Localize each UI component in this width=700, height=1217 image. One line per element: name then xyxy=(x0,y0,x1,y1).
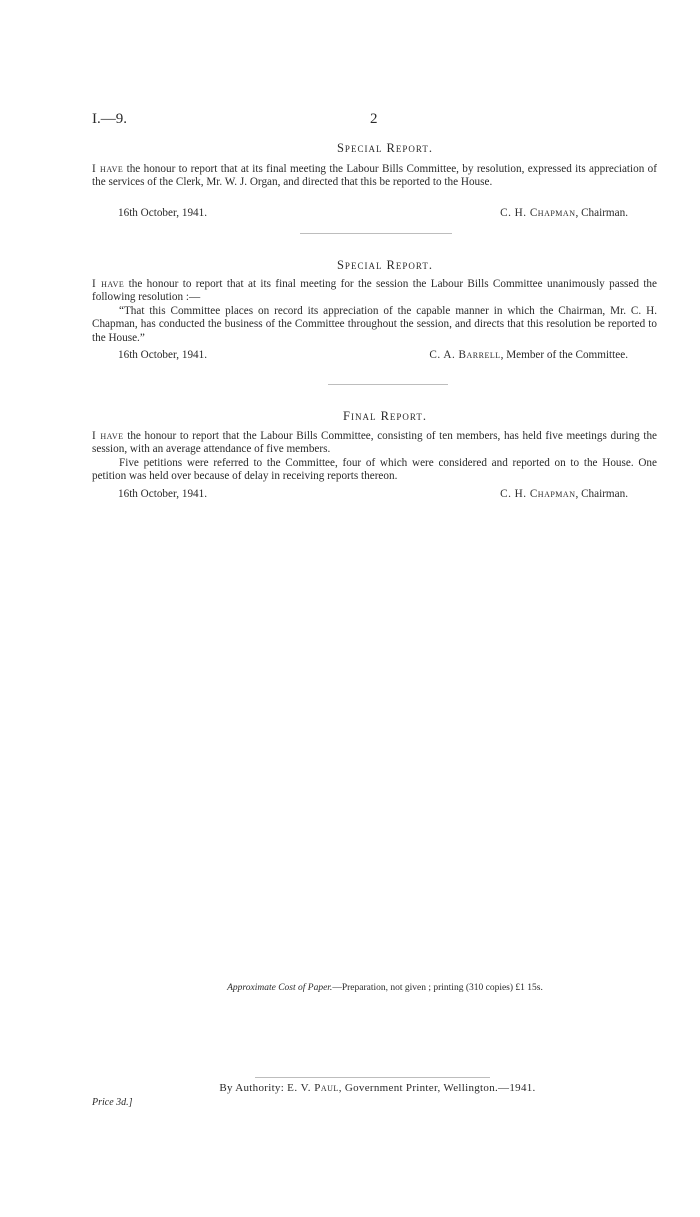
paragraph-lead: I have xyxy=(92,430,124,442)
section-heading: Special Report. xyxy=(336,141,433,155)
signatory-role: , Chairman. xyxy=(575,207,628,219)
authority-prefix: By Authority: xyxy=(219,1082,285,1094)
signature xyxy=(429,349,628,361)
section-divider xyxy=(328,384,448,385)
paragraph-lead: I have xyxy=(92,163,124,175)
paragraph xyxy=(92,457,657,484)
printer-name: E. V. Paul xyxy=(287,1082,339,1094)
footer-divider xyxy=(255,1077,490,1078)
signatory-name: C. H. Chapman xyxy=(500,488,576,500)
paragraph xyxy=(92,278,657,305)
signature xyxy=(500,207,628,219)
paragraph xyxy=(92,305,657,345)
price: Price 3d.] xyxy=(92,1097,133,1108)
section-body xyxy=(92,430,657,484)
signatory-role: , Chairman. xyxy=(575,488,628,500)
printer-authority xyxy=(0,1082,700,1094)
signatory-name: C. H. Chapman xyxy=(500,207,576,219)
authority-suffix: , Government Printer, Wellington.—1941. xyxy=(338,1082,536,1094)
paragraph-text: Five petitions were referred to the Committee, four of which were considered and reported on to the House. One petition was held over because of delay in receiving reports thereon. xyxy=(92,456,657,483)
section-heading: Final Report. xyxy=(343,409,427,423)
report-date: 16th October, 1941. xyxy=(118,488,208,500)
section-body xyxy=(92,163,657,190)
paragraph-text: “That this Committee places on record its appreciation of the capable manner in which the Chairman, Mr. C. H. Chapman, has conducted the business of the Committee throughout the session, and directs that this resolution be reported to the House.” xyxy=(92,304,657,344)
paragraph xyxy=(92,163,657,190)
section-divider xyxy=(300,233,452,234)
cost-text: —Preparation, not given ; printing (310 copies) £1 15s. xyxy=(332,983,543,993)
paragraph xyxy=(92,430,657,457)
section-body xyxy=(92,278,657,345)
paragraph-lead: I have xyxy=(92,278,125,290)
cost-label: Approximate Cost of Paper. xyxy=(227,983,333,993)
signature xyxy=(500,488,628,500)
signatory-name: C. A. Barrell xyxy=(429,349,501,361)
document-reference: I.—9. xyxy=(92,111,127,127)
cost-of-paper-note xyxy=(0,983,700,993)
section-heading: Special Report. xyxy=(336,258,433,272)
report-date: 16th October, 1941. xyxy=(118,349,208,361)
signatory-role: , Member of the Committee. xyxy=(500,349,628,361)
page-number: 2 xyxy=(370,111,378,127)
paragraph-text: the honour to report that at its final meeting the Labour Bills Committee, by resolution, expressed its appreciation of the services of the Clerk, Mr. W. J. Organ, and directed that this be reported to the House. xyxy=(92,163,657,189)
paragraph-text: the honour to report that the Labour Bills Committee, consisting of ten members, has held five meetings during the session, with an average attendance of five members. xyxy=(92,430,657,456)
paragraph-text: the honour to report that at its final meeting for the session the Labour Bills Committee unanimously passed the following resolution :— xyxy=(92,278,657,304)
report-date: 16th October, 1941. xyxy=(118,207,208,219)
